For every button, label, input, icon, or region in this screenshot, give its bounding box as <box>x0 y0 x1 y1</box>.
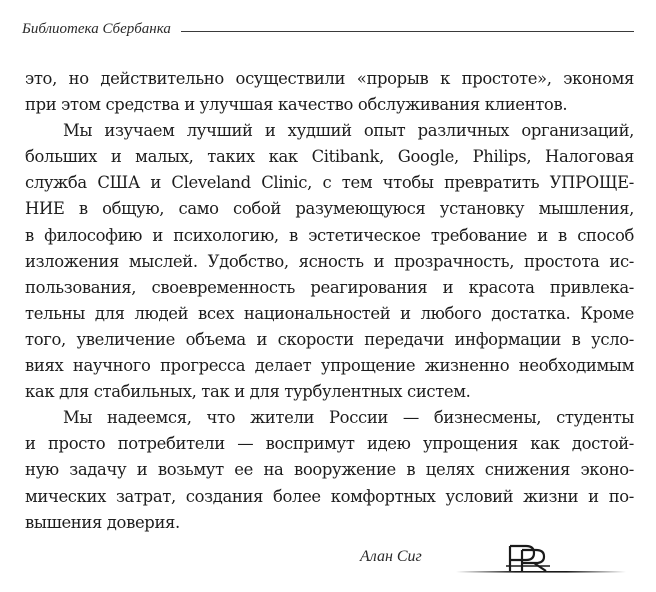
text-line: пользования, своевременность реагирования и красота привлека- <box>25 277 634 297</box>
text-line: изложения мыслей. Удобство, ясность и прозрачность, простота ис- <box>25 251 634 271</box>
header-rule <box>181 31 634 32</box>
text-line: тельны для людей всех национальностей и любого достатка. Кроме <box>25 303 634 323</box>
text-line: виях научного прогресса делает упрощение жизненно необходимым <box>25 356 634 376</box>
text-line: НИЕ в общую, само собой разумеющуюся установку мышления, <box>25 199 634 219</box>
paragraph <box>25 405 634 535</box>
text-line: как для стабильных, так и для турбулентных систем. <box>25 382 471 402</box>
text-line: того, увеличение объема и скорости передачи информации в усло- <box>25 329 634 349</box>
author-signature: Алан Сиг <box>360 548 422 565</box>
text-line: и просто потребители — воспримут идею упрощения как достой- <box>25 434 634 454</box>
text-line: мических затрат, создания более комфортных условий жизни и по- <box>25 486 634 506</box>
text-line: Мы надеемся, что жители России — бизнесмены, студенты <box>63 408 634 428</box>
publisher-monogram-logo-icon <box>456 538 626 578</box>
paragraph <box>25 118 634 405</box>
paragraph <box>25 66 634 118</box>
book-series-title: Библиотека Сбербанка <box>22 20 171 37</box>
text-line: служба США и Cleveland Clinic, с тем чтобы превратить УПРОЩЕ- <box>25 173 634 193</box>
running-header <box>22 18 634 40</box>
text-line: Мы изучаем лучший и худший опыт различных организаций, <box>63 121 634 141</box>
text-line: при этом средства и улучшая качество обслуживания клиентов. <box>25 95 568 115</box>
text-line: это, но действительно осуществили «прорыв к простоте», экономя <box>25 69 634 88</box>
text-line: вышения доверия. <box>25 512 180 532</box>
body-text <box>25 66 634 536</box>
text-line: ную задачу и возьмут ее на вооружение в целях снижения эконо- <box>25 460 634 480</box>
text-line: больших и малых, таких как Citibank, Google, Philips, Налоговая <box>25 147 634 167</box>
text-line: в философию и психологию, в эстетическое требование и в способ <box>25 225 634 245</box>
